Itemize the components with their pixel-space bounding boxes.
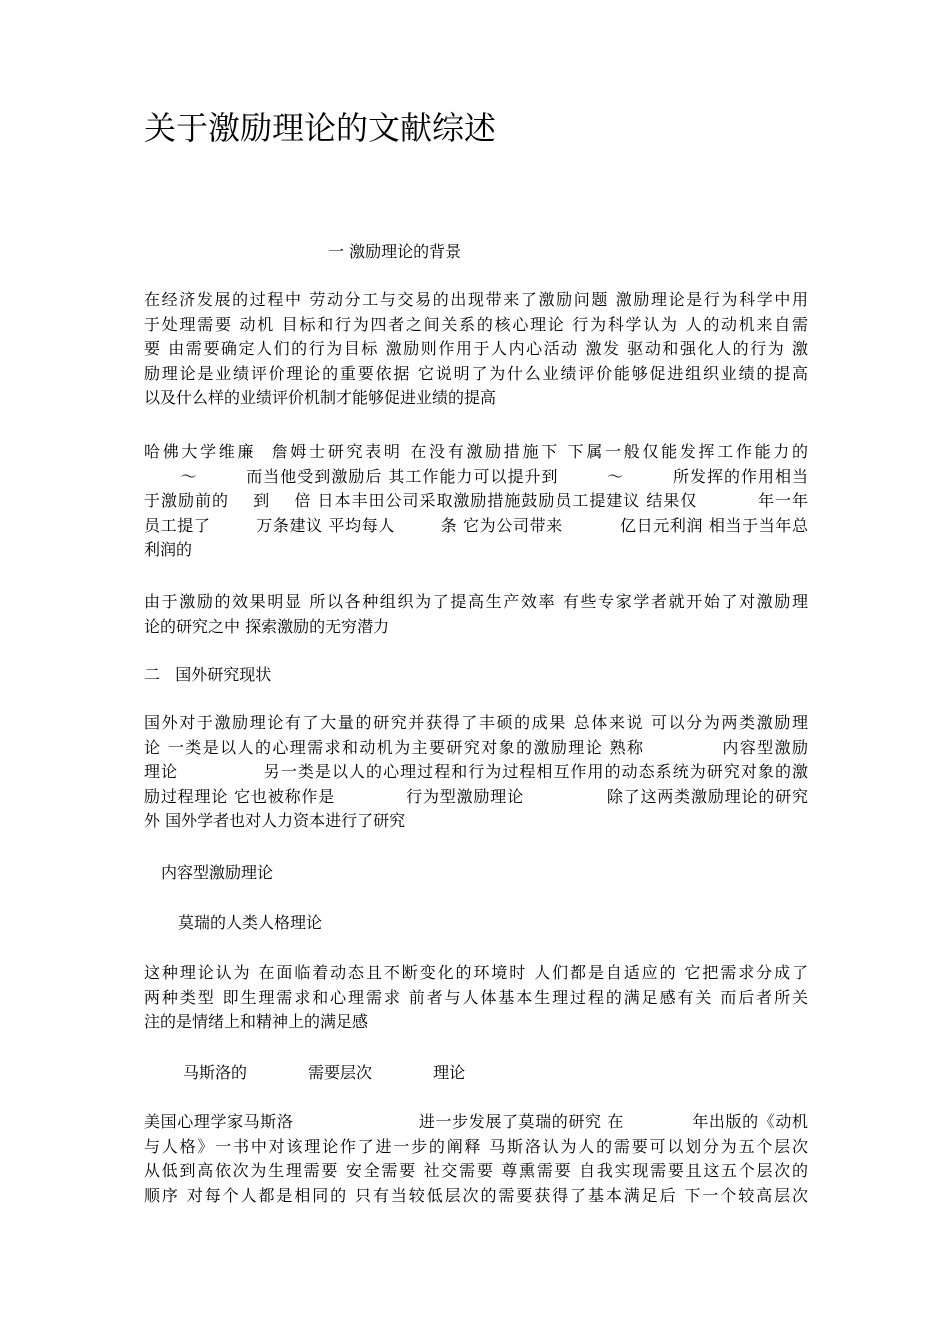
paragraph-line: 论 一类是以人的心理需求和动机为主要研究对象的激励理论 熟称 内容型激励 [144, 737, 808, 757]
paragraph-line: 由于激励的效果明显 所以各种组织为了提高生产效率 有些专家学者就开始了对激励理 [144, 592, 808, 611]
paragraph-effect [144, 590, 808, 639]
subheading-maslow-theory: 马斯洛的 需要层次 理论 [183, 1063, 466, 1082]
paragraph-line: 于激励前的 到 倍 日本丰田公司采取激励措施鼓励员工提建议 结果仅 年一年 [144, 491, 808, 510]
paragraph-line: 国外对于激励理论有了大量的研究并获得了丰硕的成果 总体来说 可以分为两类激励理 [144, 713, 808, 732]
paragraph-line: 从低到高依次为生理需要 安全需要 社交需要 尊熏需要 自我实现需要且这五个层次的 [144, 1161, 808, 1180]
paragraph-line: 两种类型 即生理需求和心理需求 前者与人体基本生理过程的满足感有关 而后者所关 [144, 987, 808, 1007]
paragraph-harvard-study [144, 440, 808, 563]
section-heading-background: 一 激励理论的背景 [328, 242, 462, 261]
paragraph-line: 以及什么样的业绩评价机制才能够促进业绩的提高 [144, 388, 497, 407]
paragraph-line: 论的研究之中 探索激励的无穷潜力 [144, 616, 390, 636]
paragraph-foreign-research [144, 711, 808, 834]
paragraph-line: 哈佛大学维廉 詹姆士研究表明 在没有激励措施下 下属一般仅能发挥工作能力的 [144, 442, 808, 461]
paragraph-line: 外 国外学者也对人力资本进行了研究 [144, 811, 406, 830]
paragraph-maslow [144, 1110, 808, 1208]
document-title: 关于激励理论的文献综述 [144, 109, 497, 147]
paragraph-background [144, 288, 808, 411]
paragraph-line: 于处理需要 动机 目标和行为四者之间关系的核心理论 行为科学认为 人的动机来自需 [144, 314, 808, 334]
paragraph-murray [144, 961, 808, 1035]
paragraph-line: 员工提了 万条建议 平均每人 条 它为公司带来 亿日元利润 相当于当年总 [144, 515, 808, 535]
paragraph-line: 利润的 [144, 540, 193, 559]
paragraph-line: 美国心理学家马斯洛 进一步发展了莫瑞的研究 在 年出版的《动机 [144, 1112, 808, 1131]
paragraph-line: 顺序 对每个人都是相同的 只有当较低层次的需要获得了基本满足后 下一个较高层次 [144, 1185, 808, 1205]
paragraph-line: 励理论是业绩评价理论的重要依据 它说明了为什么业绩评价能够促进组织业绩的提高 [144, 363, 808, 383]
paragraph-line: 理论 另一类是以人的心理过程和行为过程相互作用的动态系统为研究对象的激 [144, 762, 808, 781]
section-heading-foreign-research: 二 国外研究现状 [144, 665, 272, 684]
subheading-murray-theory: 莫瑞的人类人格理论 [178, 913, 323, 932]
paragraph-line: 这种理论认为 在面临着动态且不断变化的环境时 人们都是自适应的 它把需求分成了 [144, 963, 808, 982]
paragraph-line: 在经济发展的过程中 劳动分工与交易的出现带来了激励问题 激励理论是行为科学中用 [144, 290, 808, 309]
paragraph-line: 励过程理论 它也被称作是 行为型激励理论 除了这两类激励理论的研究 [144, 786, 808, 806]
paragraph-line: 与人格》一书中对该理论作了进一步的阐释 马斯洛认为人的需要可以划分为五个层次 [144, 1136, 808, 1156]
subheading-content-theory: 内容型激励理论 [161, 863, 274, 882]
paragraph-line: ～ 而当他受到激励后 其工作能力可以提升到 ～ 所发挥的作用相当 [144, 466, 808, 486]
paragraph-line: 要 由需要确定人们的行为目标 激励则作用于人内心活动 激发 驱动和强化人的行为 激 [144, 339, 808, 358]
paragraph-line: 注的是情绪上和精神上的满足感 [144, 1012, 369, 1031]
